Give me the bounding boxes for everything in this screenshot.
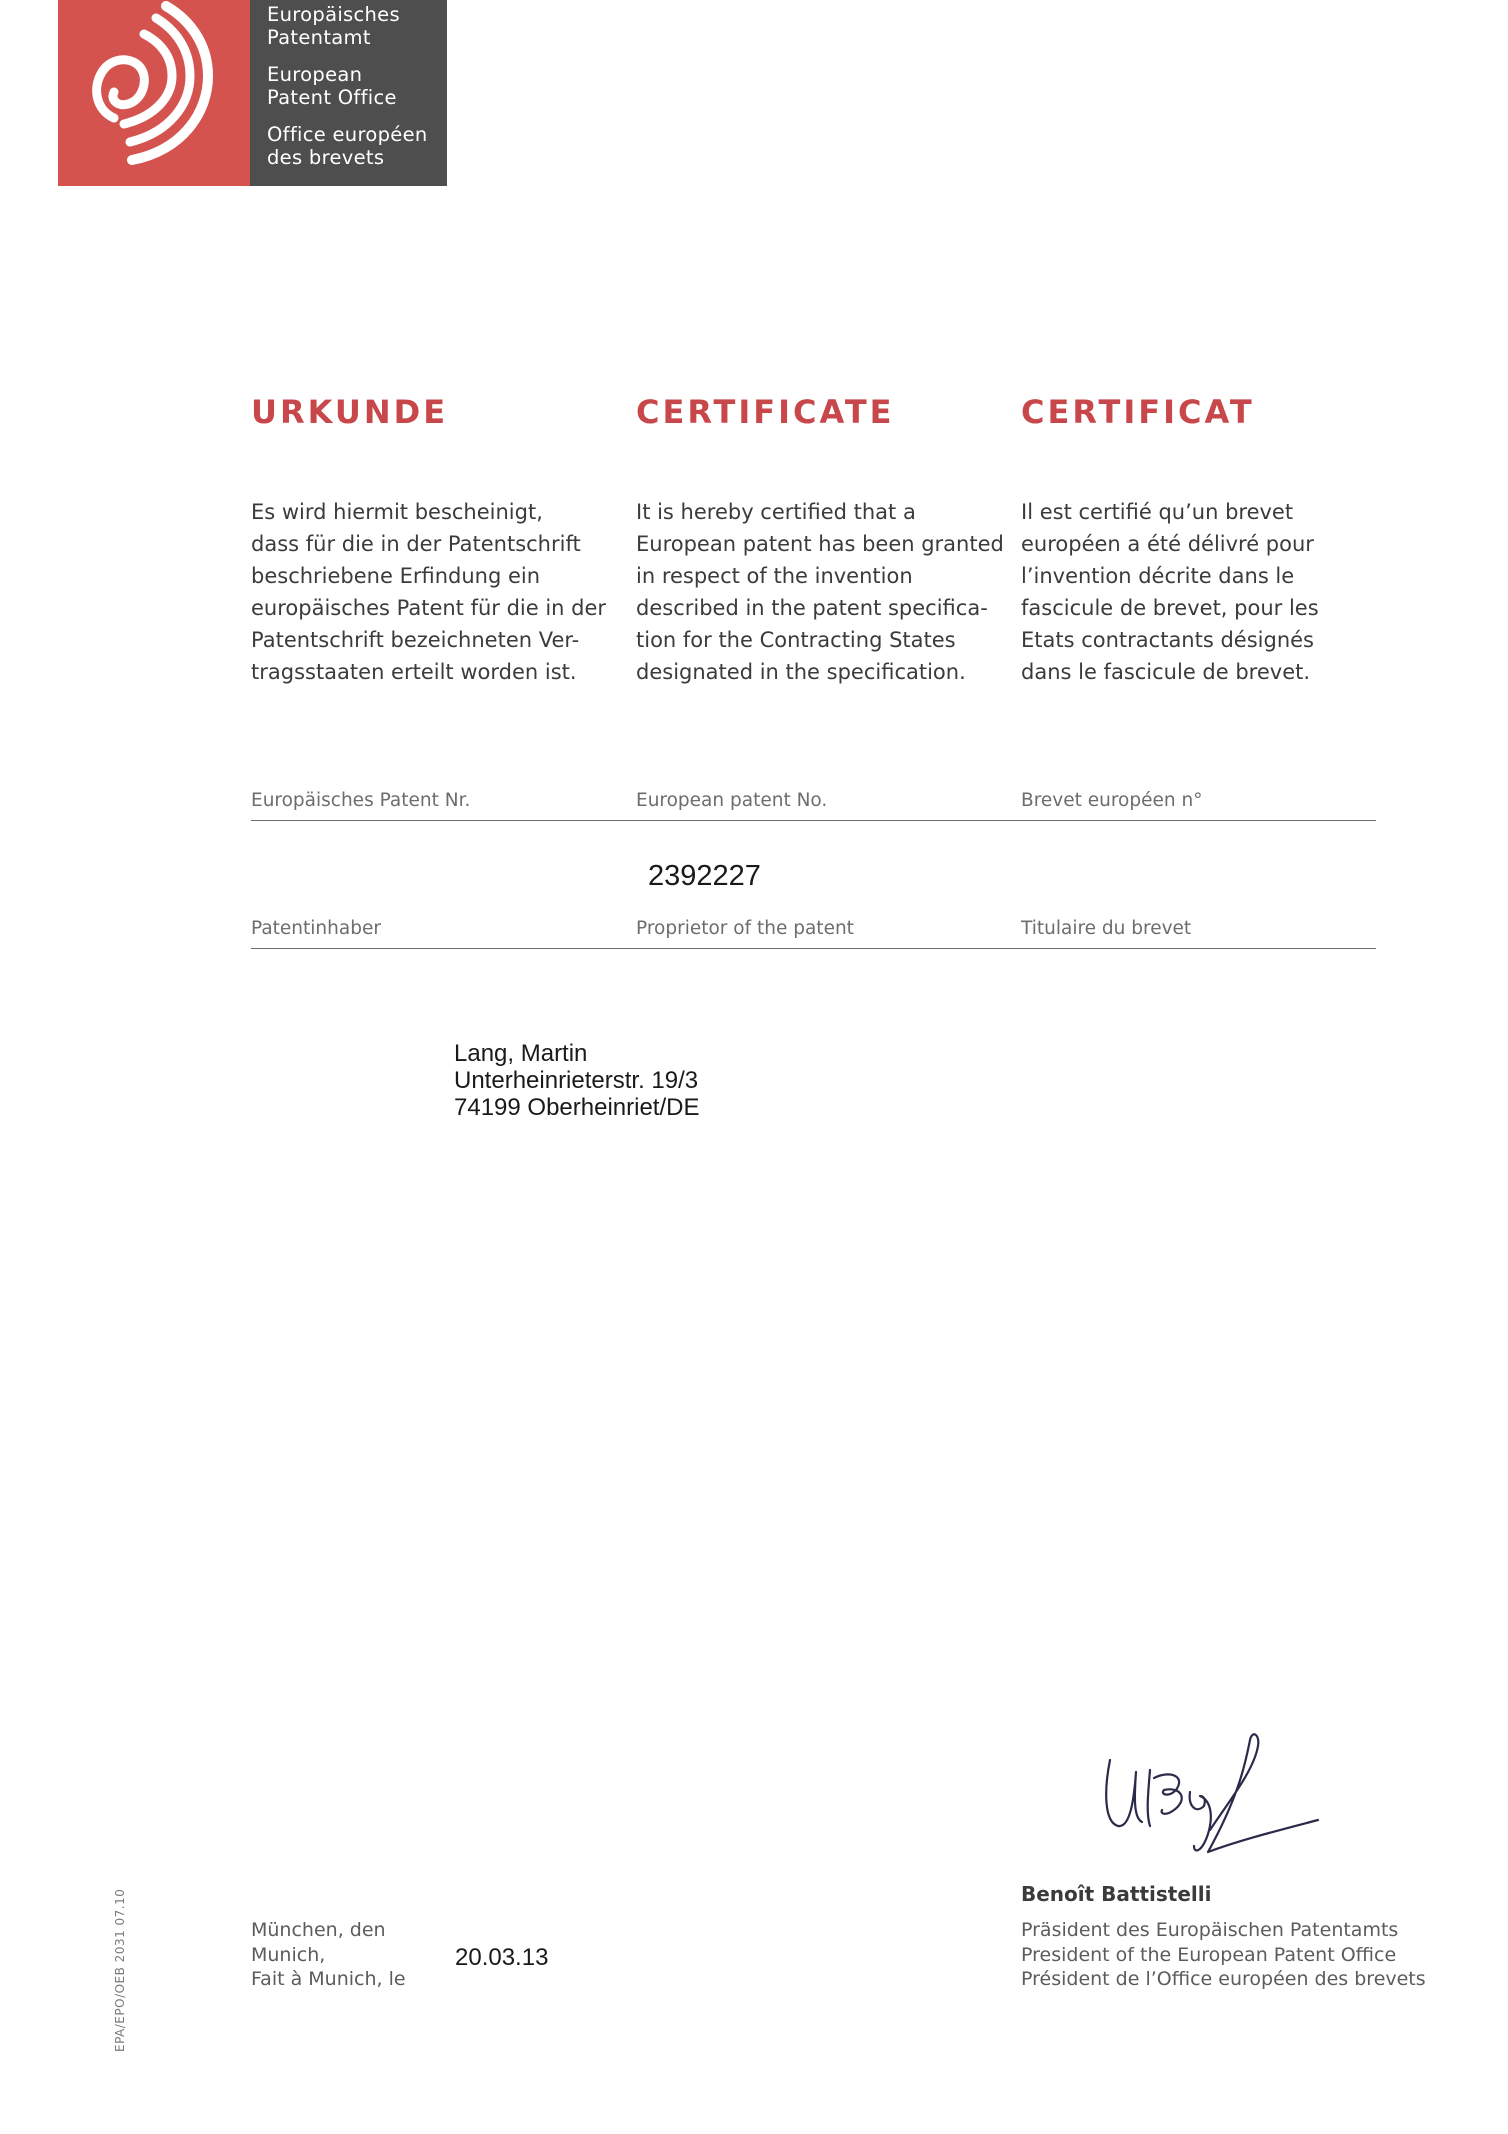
- logo-line-fr-1: Office européen: [267, 123, 428, 146]
- issue-date: 20.03.13: [455, 1944, 549, 1971]
- patent-no-label-de: Europäisches Patent Nr.: [251, 790, 471, 811]
- para-line: in respect of the invention: [636, 564, 913, 588]
- epo-logo: [58, 0, 447, 186]
- patent-no-rule: [251, 820, 1376, 821]
- logo-wordmark: [250, 0, 447, 186]
- certification-text-fr: [1021, 496, 1381, 688]
- para-line: europäisches Patent für die in der: [251, 596, 607, 620]
- para-line: tion for the Contracting States: [636, 628, 956, 652]
- proprietor-label-fr: Titulaire du brevet: [1021, 918, 1192, 939]
- para-line: dans le fascicule de brevet.: [1021, 660, 1311, 684]
- para-line: described in the patent specifica-: [636, 596, 988, 620]
- certification-text-en: [636, 496, 1004, 688]
- epo-emblem-icon: [58, 0, 250, 186]
- logo-emblem: [58, 0, 250, 186]
- proprietor-label-en: Proprietor of the patent: [636, 918, 854, 939]
- patent-no-label-en: European patent No.: [636, 790, 828, 811]
- place-label-fr: Fait à Munich, le: [251, 1968, 406, 1990]
- logo-line-en-1: European: [267, 63, 363, 86]
- logo-line-fr-2: des brevets: [267, 146, 385, 169]
- proprietor-street: Unterheinrieterstr. 19/3: [454, 1067, 699, 1094]
- logo-line-en-2: Patent Office: [267, 86, 397, 109]
- certification-text-de: [251, 496, 611, 688]
- para-line: Etats contractants désignés: [1021, 628, 1314, 652]
- signatory-title-en: President of the European Patent Office: [1021, 1943, 1397, 1966]
- proprietor-city: 74199 Oberheinriet/DE: [454, 1094, 700, 1121]
- place-label-de: München, den: [251, 1919, 386, 1941]
- para-line: fascicule de brevet, pour les: [1021, 596, 1319, 620]
- logo-line-de-2: Patentamt: [267, 26, 371, 49]
- para-line: Il est certifié qu’un brevet: [1021, 500, 1294, 524]
- proprietor-name: Lang, Martin: [454, 1040, 588, 1067]
- place-label-en: Munich,: [251, 1943, 326, 1966]
- para-line: dass für die in der Patentschrift: [251, 532, 581, 556]
- para-line: It is hereby certified that a: [636, 500, 916, 524]
- para-line: européen a été délivré pour: [1021, 532, 1314, 556]
- para-line: European patent has been granted: [636, 532, 1004, 556]
- heading-de: URKUNDE: [251, 393, 449, 431]
- para-line: beschriebene Erfindung ein: [251, 564, 541, 588]
- proprietor-rule: [251, 948, 1376, 949]
- proprietor-label-de: Patentinhaber: [251, 918, 381, 939]
- signatory-title-fr: Président de l’Office européen des brevets: [1021, 1968, 1426, 1990]
- para-line: tragsstaaten erteilt worden ist.: [251, 660, 577, 684]
- logo-line-de-1: Europäisches: [267, 3, 400, 26]
- handwritten-signature: [1090, 1730, 1330, 1890]
- heading-fr: CERTIFICAT: [1021, 393, 1255, 431]
- para-line: Es wird hiermit bescheinigt,: [251, 500, 543, 524]
- signatory-title-de: Präsident des Europäischen Patentamts: [1021, 1919, 1399, 1941]
- signatory-name: Benoît Battistelli: [1021, 1882, 1212, 1906]
- patent-no-label-fr: Brevet européen n°: [1021, 790, 1203, 811]
- proprietor-address: [454, 1040, 699, 1121]
- para-line: designated in the specification.: [636, 660, 966, 684]
- form-code: EPA/EPO/OEB 2031 07.10: [113, 1888, 127, 2052]
- patent-number: 2392227: [648, 860, 761, 892]
- para-line: Patentschrift bezeichneten Ver-: [251, 628, 580, 652]
- place-labels: [251, 1918, 406, 1992]
- para-line: l’invention décrite dans le: [1021, 564, 1295, 588]
- heading-en: CERTIFICATE: [636, 393, 895, 431]
- signatory-titles: [1021, 1918, 1426, 1992]
